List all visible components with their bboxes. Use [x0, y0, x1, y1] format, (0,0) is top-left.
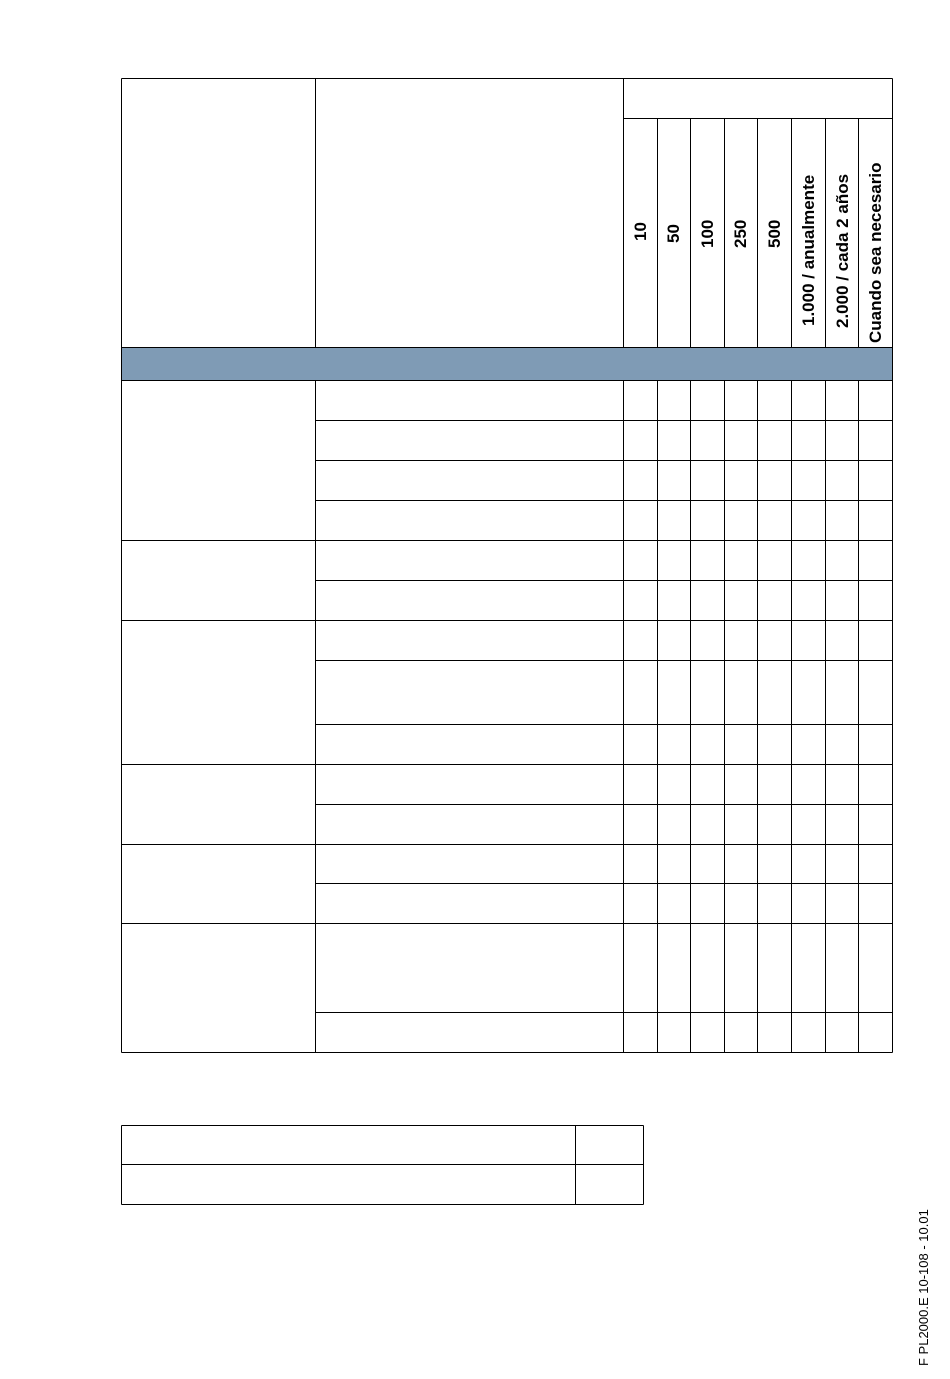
document-code: F PL2000.E 10-108 - 10.01	[916, 1209, 931, 1366]
interval-header-500: 500	[765, 219, 784, 248]
section-band	[121, 347, 892, 380]
interval-header-cuando-sea-necesario: Cuando sea necesario	[866, 162, 885, 343]
interval-header-1000-anualmente: 1.000 / anualmente	[799, 174, 818, 326]
interval-header-50: 50	[664, 224, 683, 243]
interval-header-100: 100	[698, 219, 717, 248]
interval-header-250: 250	[731, 219, 750, 248]
interval-header-10: 10	[631, 222, 650, 241]
interval-header-2000-cada-2-anos: 2.000 / cada 2 años	[833, 173, 852, 328]
